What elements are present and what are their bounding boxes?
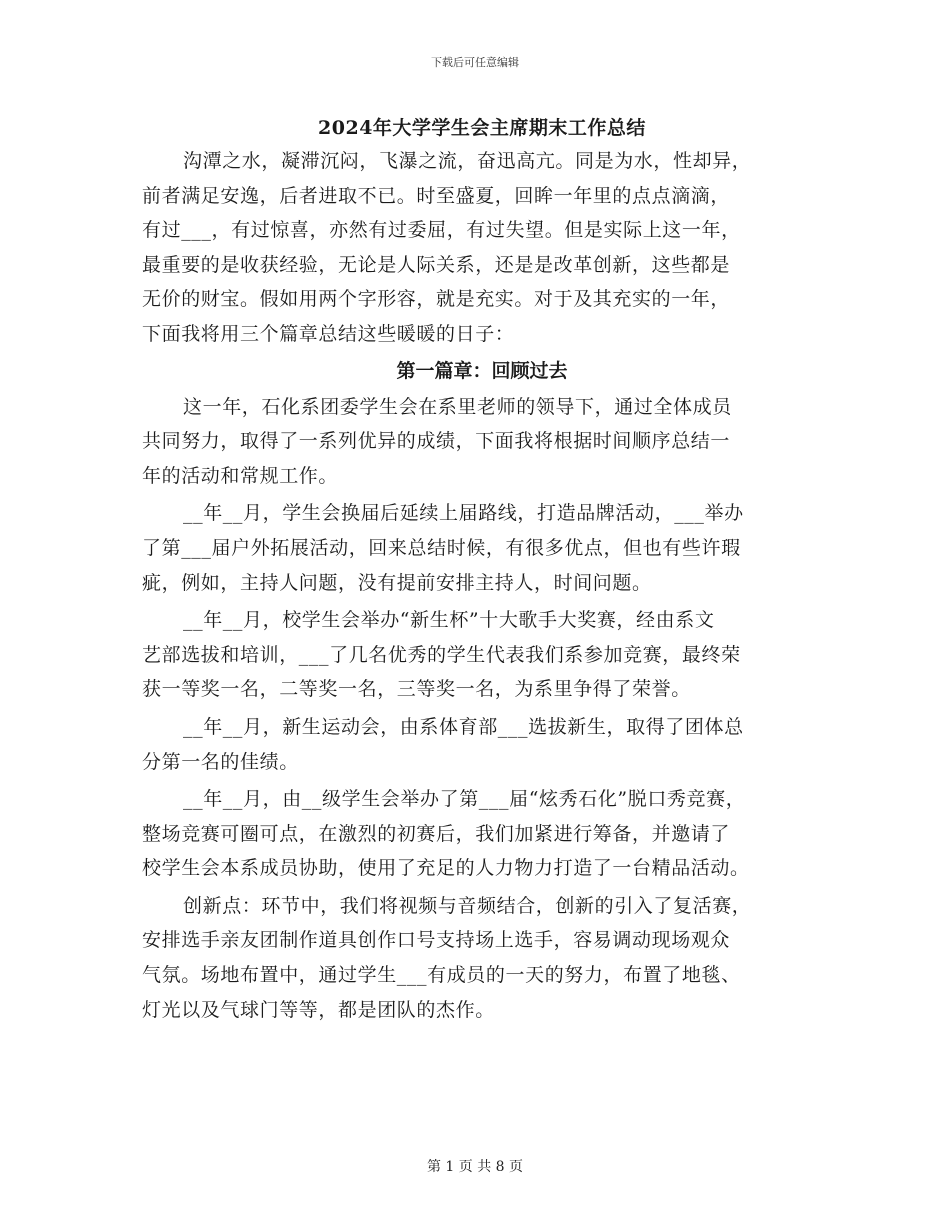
intro-paragraph <box>142 144 822 352</box>
text-line: 共同努力，取得了一系列优异的成绩，下面我将根据时间顺序总结一 <box>142 430 731 453</box>
text-line: 气氛。场地布置中，通过学生___有成员的一天的努力，布置了地毯、 <box>142 964 741 987</box>
header-note: 下载后可任意编辑 <box>431 56 519 69</box>
document-body <box>142 112 822 1027</box>
page-number: 第 1 页 共 8 页 <box>426 1159 524 1175</box>
text-line: 下面我将用三个篇章总结这些暖暖的日子： <box>142 322 515 345</box>
text-line: 年的活动和常规工作。 <box>142 464 339 487</box>
text-line: __年__月，由__级学生会举办了第___届“炫秀石化”脱口秀竞赛， <box>183 788 746 811</box>
body-paragraph <box>142 496 822 600</box>
text-line: 这一年，石化系团委学生会在系里老师的领导下，通过全体成员 <box>183 395 732 418</box>
text-line: 最重要的是收获经验，无论是人际关系，还是是改革创新，这些都是 <box>142 253 731 276</box>
document-title: 2024年大学学生会主席期末工作总结 <box>318 117 646 139</box>
text-line: __年__月，学生会换届后延续上届路线，打造品牌活动，___举办 <box>183 502 744 525</box>
text-line: 整场竞赛可圈可点，在激烈的初赛后，我们加紧进行筹备，并邀请了 <box>142 822 731 845</box>
section-title: 第一篇章：回顾过去 <box>396 359 568 382</box>
text-line: 校学生会本系成员协助，使用了充足的人力物力打造了一台精品活动。 <box>142 857 750 880</box>
text-line: 前者满足安逸，后者进取不已。时至盛夏，回眸一年里的点点滴滴， <box>142 184 731 207</box>
body-paragraph <box>142 782 822 886</box>
text-line: 了第___届户外拓展活动，回来总结时候，有很多优点，但也有些许瑕 <box>142 536 741 559</box>
body-paragraph <box>142 603 822 707</box>
text-line: 分第一名的佳绩。 <box>142 750 299 773</box>
text-line: 灯光以及气球门等等，都是团队的杰作。 <box>142 998 495 1021</box>
text-line: 获一等奖一名，二等奖一名，三等奖一名，为系里争得了荣誉。 <box>142 678 691 701</box>
text-line: 疵，例如，主持人问题，没有提前安排主持人，时间问题。 <box>142 571 652 594</box>
body-paragraph <box>142 889 822 1027</box>
text-line: 创新点：环节中，我们将视频与音频结合，创新的引入了复活赛， <box>183 894 752 917</box>
text-line: 无价的财宝。假如用两个字形容，就是充实。对于及其充实的一年， <box>142 288 731 311</box>
body-paragraph <box>142 390 822 494</box>
text-line: 艺部选拔和培训，___了几名优秀的学生代表我们系参加竞赛，最终荣 <box>142 643 741 666</box>
text-line: __年__月，校学生会举办“新生杯”十大歌手大奖赛，经由系文 <box>183 609 715 632</box>
text-line: __年__月，新生运动会，由系体育部___选拔新生，取得了团体总 <box>183 715 744 738</box>
text-line: 安排选手亲友团制作道具创作口号支持场上选手，容易调动现场观众 <box>142 929 731 952</box>
text-line: 沟潭之水，凝滞沉闷，飞瀑之流，奋迅高亢。同是为水，性却异， <box>183 150 752 172</box>
text-line: 有过___，有过惊喜，亦然有过委屈，有过失望。但是实际上这一年， <box>142 219 741 242</box>
body-paragraph <box>142 710 822 779</box>
